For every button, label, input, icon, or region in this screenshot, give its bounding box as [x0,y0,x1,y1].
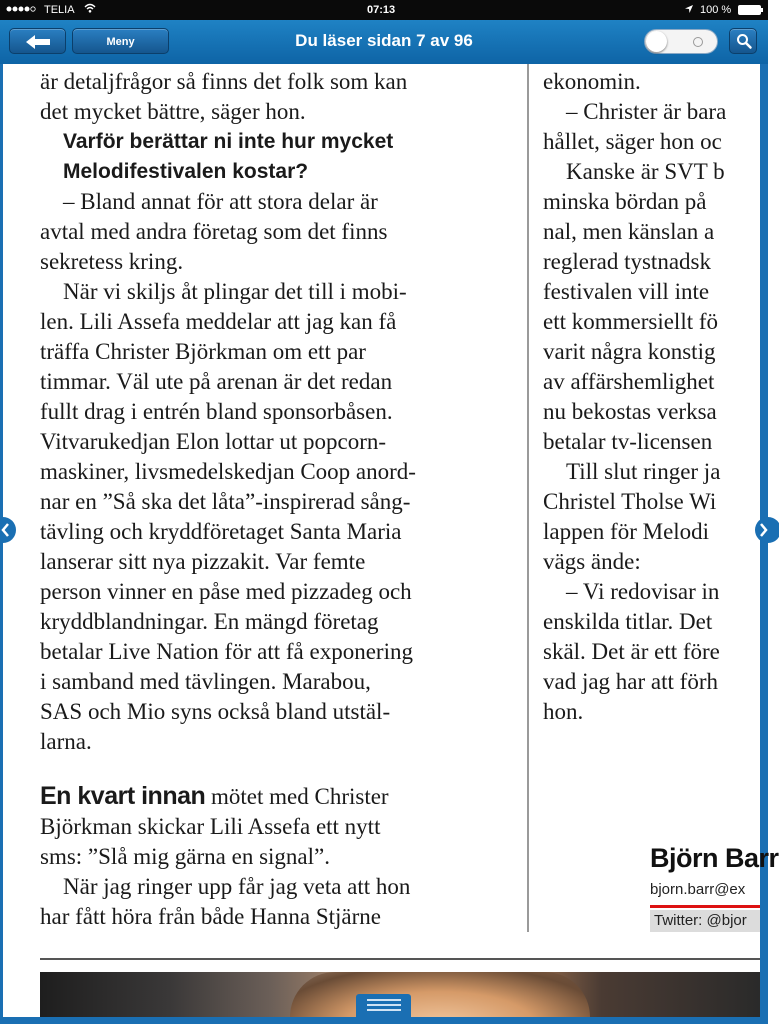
article-line: nu bekostas verksa [543,399,717,424]
byline-twitter[interactable]: Twitter: @bjor [650,910,760,932]
next-page-button[interactable] [745,516,771,544]
article-line: vad jag har att förh [543,669,718,694]
wifi-icon [84,3,96,16]
article-line: i samband med tävlingen. Marabou, [40,669,371,694]
photo-subject [290,972,590,1017]
article-column-1 [40,67,518,932]
article-line: reglerad tystnadsk [543,249,711,274]
toggle-knob [646,31,667,52]
article-line: är detaljfrågor så finns det folk som kan [40,69,408,94]
article-line: festivalen vill inte [543,279,710,304]
question-line: Varför berättar ni inte hur mycket [63,130,394,153]
page-title: Du läser sidan 7 av 96 [295,31,473,50]
byline-email[interactable]: bjorn.barr@ex [650,881,746,898]
article-line: – Christer är bara [566,99,727,124]
search-button[interactable] [729,28,757,54]
article-line: När vi skiljs åt plingar det till i mobi- [63,279,407,304]
article-line: betalar Live Nation för att få exponering [40,639,413,664]
article-line: larna. [40,729,92,754]
article-line: vägs ände: [543,549,641,574]
location-arrow-icon [684,4,694,17]
article-line: nar en ”Så ska det låta”-inspirerad sång- [40,489,411,514]
signal-dots-icon [6,4,36,17]
byline-rule [650,905,760,908]
section-lead: En kvart innan [40,782,206,810]
battery-icon [738,5,764,18]
section-divider [40,958,760,960]
chevron-left-icon [0,516,26,544]
article-line: sms: ”Slå mig gärna en signal”. [40,844,330,869]
article-line: person vinner en påse med pizzadeg och [40,579,412,604]
chevron-right-icon [745,516,771,544]
article-line: av affärshemlighet [543,369,715,394]
article-line [40,781,518,812]
toggle-off-ring [693,37,703,47]
battery-percent: 100 % [700,4,732,16]
article-line: varit några konstig [543,339,716,364]
article-line: ekonomin. [543,69,641,94]
previous-page-button[interactable] [0,516,26,544]
byline [650,843,779,933]
article-line-rest: mötet med Christer [205,784,389,809]
article-line: avtal med andra företag som det finns [40,219,388,244]
article-line: Björkman skickar Lili Assefa ett nytt [40,814,381,839]
article-line: minska bördan på [543,189,707,214]
article-line: ett kommersiellt fö [543,309,719,334]
question-line: Melodifestivalen kostar? [63,160,309,183]
article-line: Kanske är SVT b [566,159,725,184]
article-line: sekretess kring. [40,249,184,274]
toggle-switch-icon[interactable] [644,29,718,54]
menu-button[interactable]: Meny [72,28,169,54]
clock: 07:13 [367,4,396,16]
search-icon [736,33,752,59]
bottom-drawer-handle[interactable] [356,994,411,1017]
byline-name: Björn Barr [650,843,779,873]
article-line: nal, men känslan a [543,219,715,244]
article-line: Christel Tholse Wi [543,489,717,514]
article-line: När jag ringer upp får jag veta att hon [63,874,411,899]
article-line: – Vi redovisar in [566,579,720,604]
article-line: – Bland annat för att stora delar är [63,189,378,214]
grip-lines-icon [367,999,401,1001]
article-line: hon. [543,699,584,724]
article-line: maskiner, livsmedelskedjan Coop anord- [40,459,416,484]
article-line: enskilda titlar. Det [543,609,713,634]
page-frame-bottom [0,1017,768,1024]
back-arrow-icon [24,34,52,60]
article-line: Vitvarukedjan Elon lottar ut popcorn- [40,429,387,454]
article-line: SAS och Mio syns också bland utstäl- [40,699,391,724]
article-line: tävling och kryddföretaget Santa Maria [40,519,402,544]
carrier-name: TELIA [44,4,75,16]
article-line: hållet, säger hon oc [543,129,722,154]
article-line: len. Lili Assefa meddelar att jag kan få [40,309,397,334]
back-button[interactable] [9,28,66,54]
article-line: skäl. Det är ett före [543,639,720,664]
article-line: träffa Christer Björkman om ett par [40,339,366,364]
article-line: lanserar sitt nya pizzakit. Var femte [40,549,366,574]
article-column-2 [543,67,760,727]
article-line: timmar. Väl ute på arenan är det redan [40,369,393,394]
article-line: lappen för Melodi [543,519,710,544]
article-line: Till slut ringer ja [566,459,721,484]
article-line: kryddblandningar. En mängd företag [40,609,379,634]
article-line: fullt drag i entrén bland sponsorbåsen. [40,399,393,424]
status-bar [0,0,768,20]
article-line: betalar tv-licensen [543,429,713,454]
column-divider [527,64,529,932]
article-line: det mycket bättre, säger hon. [40,99,306,124]
article-line: har fått höra från både Hanna Stjärne [40,904,382,929]
